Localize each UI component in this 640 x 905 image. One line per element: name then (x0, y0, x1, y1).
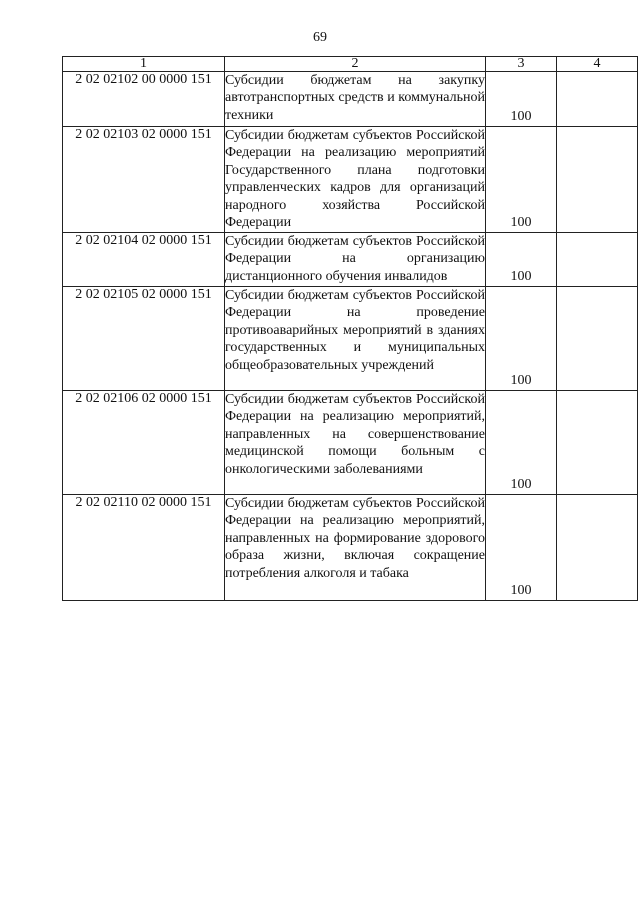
row-col4 (557, 127, 638, 233)
row-col4 (557, 72, 638, 127)
row-code: 2 02 02102 00 0000 151 (63, 72, 225, 127)
table-row (63, 495, 638, 601)
row-name: Субсидии бюджетам субъектов Российской Федерации на реализацию мероприятий, направленных на формирование здорового образа жизни, включая сокращение потребления алкоголя и табака (225, 495, 486, 601)
row-col4 (557, 495, 638, 601)
row-value-cell (486, 391, 557, 495)
row-value: 100 (510, 477, 532, 492)
table-row (63, 233, 638, 287)
row-name: Субсидии бюджетам субъектов Российской Федерации на организацию дистанционного обучения инвалидов (225, 233, 486, 287)
column-header-2: 2 (225, 57, 486, 72)
row-value: 100 (510, 109, 532, 124)
row-name: Субсидии бюджетам субъектов Российской Федерации на реализацию мероприятий, направленных на совершенствование медицинской помощи больным с онкологическими заболеваниями (225, 391, 486, 495)
row-name: Субсидии бюджетам на закупку автотранспортных средств и коммунальной техники (225, 72, 486, 127)
table-header-row (63, 57, 638, 72)
row-col4 (557, 391, 638, 495)
row-code: 2 02 02104 02 0000 151 (63, 233, 225, 287)
row-value: 100 (510, 215, 532, 230)
row-value-cell (486, 287, 557, 391)
row-value-cell (486, 127, 557, 233)
column-header-3: 3 (486, 57, 557, 72)
row-code: 2 02 02105 02 0000 151 (63, 287, 225, 391)
row-value-cell (486, 495, 557, 601)
row-code: 2 02 02106 02 0000 151 (63, 391, 225, 495)
column-header-4: 4 (557, 57, 638, 72)
row-value-cell (486, 233, 557, 287)
row-code: 2 02 02110 02 0000 151 (63, 495, 225, 601)
row-code: 2 02 02103 02 0000 151 (63, 127, 225, 233)
table-row (63, 127, 638, 233)
row-col4 (557, 287, 638, 391)
page-number: 69 (313, 30, 327, 45)
table-row (63, 391, 638, 495)
row-name: Субсидии бюджетам субъектов Российской Федерации на реализацию мероприятий Государственного плана подготовки управленческих кадров для организаций народного хозяйства Российской Федерации (225, 127, 486, 233)
row-name: Субсидии бюджетам субъектов Российской Федерации на проведение противоаварийных мероприятий в зданиях государственных и муниципальных общеобразовательных учреждений (225, 287, 486, 391)
row-value: 100 (510, 373, 532, 388)
table-row (63, 287, 638, 391)
column-header-1: 1 (63, 57, 225, 72)
row-col4 (557, 233, 638, 287)
budget-table (62, 56, 638, 601)
row-value: 100 (510, 583, 532, 598)
table-row (63, 72, 638, 127)
row-value: 100 (510, 269, 532, 284)
row-value-cell (486, 72, 557, 127)
